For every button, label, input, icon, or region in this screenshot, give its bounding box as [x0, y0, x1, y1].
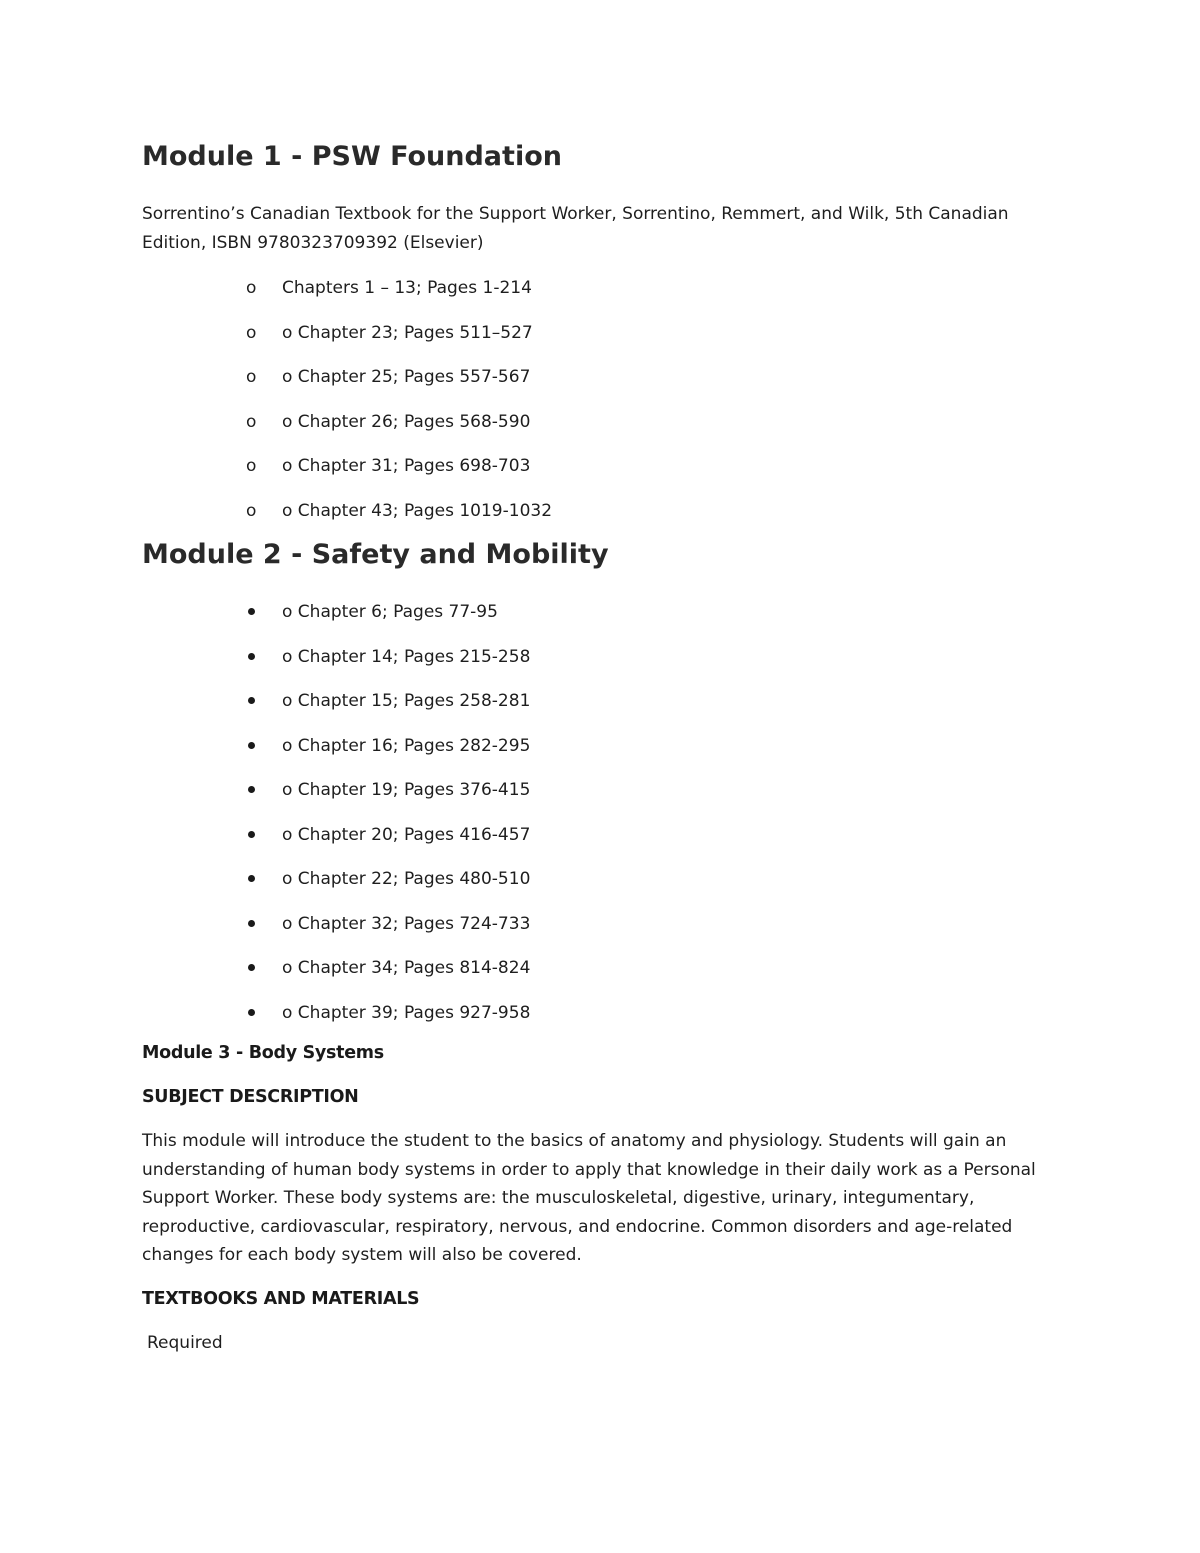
hollow-bullet-icon: o: [246, 500, 257, 521]
list-item-text: Chapters 1 – 13; Pages 1-214: [282, 278, 532, 298]
list-item-text: o Chapter 39; Pages 927-958: [282, 1002, 531, 1023]
list-item-text: o Chapter 32; Pages 724-733: [282, 913, 531, 934]
required-label: Required: [147, 1333, 223, 1353]
list-item-text: o Chapter 20; Pages 416-457: [282, 824, 531, 845]
subject-description-text: This module will introduce the student to the basics of anatomy and physiology. Students will gain an understanding of human body systems in order to apply that knowledge in their daily work as a Personal Support Worker. These body systems are: the musculoskeletal, digestive, urinary, integumentary, reproductive, cardiovascular, respiratory, nervous, and endocrine. Common disorders and age-related changes for each body system will also be covered.: [142, 1131, 1036, 1265]
module-3-heading: Module 3 - Body Systems: [142, 1043, 384, 1063]
module-1-heading: Module 1 - PSW Foundation: [142, 141, 562, 172]
hollow-bullet-icon: o: [246, 278, 257, 298]
hollow-bullet-icon: o: [246, 456, 257, 476]
list-item-text: o Chapter 19; Pages 376-415: [282, 780, 531, 800]
list-item-text: o Chapter 22; Pages 480-510: [282, 869, 531, 889]
textbooks-materials-heading: TEXTBOOKS AND MATERIALS: [142, 1289, 420, 1309]
list-item-text: o Chapter 23; Pages 511–527: [282, 322, 533, 343]
list-item-text: o Chapter 25; Pages 557-567: [282, 367, 531, 387]
list-item-text: o Chapter 14; Pages 215-258: [282, 646, 531, 667]
subject-description-heading: SUBJECT DESCRIPTION: [142, 1087, 359, 1107]
list-item-text: o Chapter 26; Pages 568-590: [282, 411, 531, 432]
list-item-text: o Chapter 15; Pages 258-281: [282, 691, 531, 711]
hollow-bullet-icon: o: [246, 322, 257, 343]
list-item-text: o Chapter 34; Pages 814-824: [282, 958, 531, 978]
hollow-bullet-icon: o: [246, 411, 257, 432]
list-item-text: o Chapter 16; Pages 282-295: [282, 735, 531, 756]
list-item-text: o Chapter 6; Pages 77-95: [282, 602, 498, 622]
module-2-heading: Module 2 - Safety and Mobility: [142, 539, 609, 570]
list-item-text: o Chapter 43; Pages 1019-1032: [282, 500, 553, 521]
hollow-bullet-icon: o: [246, 367, 257, 387]
module-1-textbook: Sorrentino’s Canadian Textbook for the Support Worker, Sorrentino, Remmert, and Wilk, 5th Canadian Edition, ISBN 9780323709392 (Elsevier): [142, 204, 1009, 253]
list-item-text: o Chapter 31; Pages 698-703: [282, 456, 531, 476]
